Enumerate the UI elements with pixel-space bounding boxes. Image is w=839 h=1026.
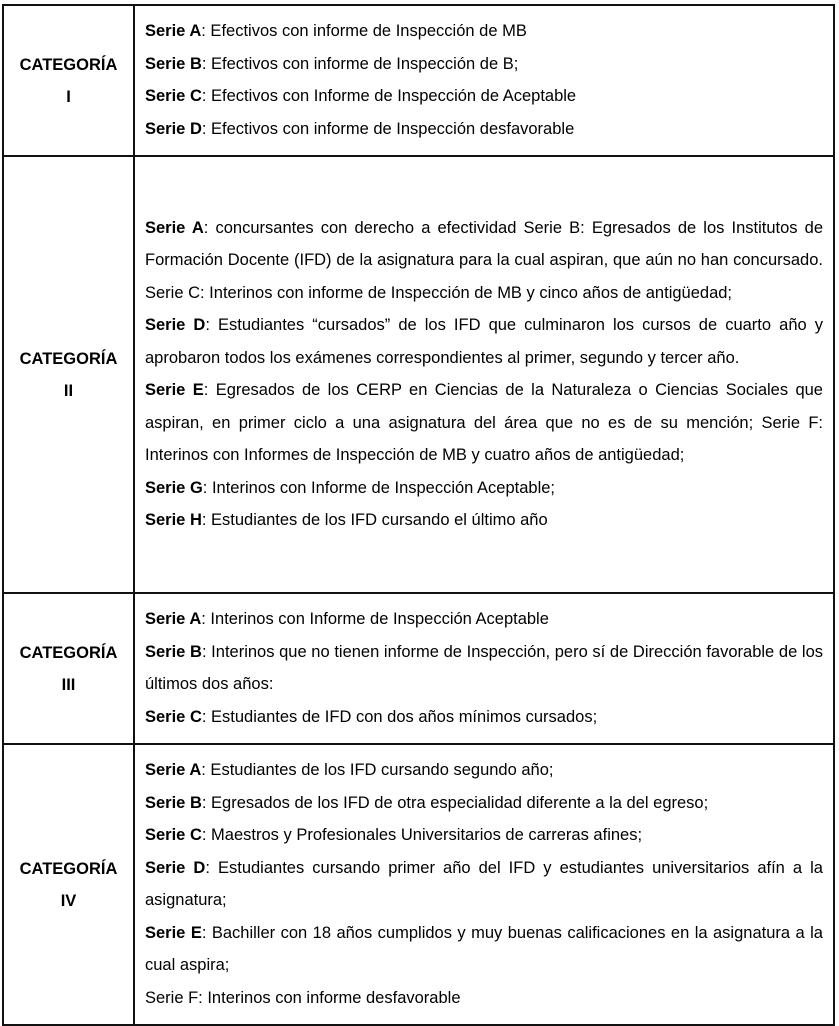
category-row (3, 156, 834, 593)
series-label: Serie B (145, 642, 202, 661)
series-label: Serie D (145, 316, 206, 334)
series-label: Serie A (145, 761, 202, 779)
series-label: Serie A (145, 610, 202, 628)
series-line (145, 374, 823, 472)
series-line (145, 48, 823, 81)
category-roman: III (61, 675, 76, 694)
category-roman: I (66, 87, 71, 106)
category-roman: IV (60, 891, 77, 910)
series-text: : Estudiantes de los IFD cursando segundo año; (201, 761, 554, 779)
series-line (145, 701, 823, 734)
series-label: Serie C (145, 87, 202, 105)
series-label: Serie D (145, 119, 202, 138)
series-text: : Interinos con Informe de Inspección Aceptable (201, 610, 549, 628)
series-line (145, 504, 823, 537)
series-text: : Efectivos con informe de Inspección de MB (201, 22, 527, 40)
series-line (145, 80, 823, 113)
category-cell (3, 156, 134, 593)
series-label: Serie A (145, 218, 204, 237)
category-title: CATEGORÍA (19, 349, 118, 368)
category-cell (3, 593, 134, 744)
series-line (145, 212, 823, 310)
series-text: : Egresados de los CERP en Ciencias de la Naturaleza o Ciencias Sociales que aspiran, en primer ciclo a una asignatura del área que no es de su mención; Serie F: Interinos con Informes de Inspección de MB y cuatro años de antigüedad; (145, 381, 823, 464)
category-row (3, 593, 834, 744)
category-cell (3, 744, 134, 1025)
series-label: Serie C (145, 707, 202, 726)
series-text: : Estudiantes de IFD con dos años mínimos cursados; (201, 707, 598, 726)
series-line (145, 917, 823, 982)
series-text: : concursantes con derecho a efectividad Serie B: Egresados de los Institutos de Formación Docente (IFD) de la asignatura para la cual aspiran, que aún no han concursado. Serie C: Interinos con informe de Inspección de MB y cinco años de antigüedad; (145, 218, 824, 302)
series-text: : Estudiantes de los IFD cursando el último año (201, 511, 548, 529)
series-text: : Interinos con Informe de Inspección Aceptable; (202, 478, 556, 497)
series-label: Serie G (145, 478, 203, 497)
series-text: : Interinos que no tienen informe de Inspección, pero sí de Dirección favorable de los últimos dos años: (145, 642, 823, 693)
series-line (145, 852, 823, 917)
category-row (3, 744, 834, 1025)
series-text: : Estudiantes “cursados” de los IFD que culminaron los cursos de cuarto año y aprobaron todos los exámenes correspondientes al primer, segundo y tercer año. (145, 316, 823, 367)
series-label: Serie D (145, 858, 206, 877)
category-cell (3, 5, 134, 156)
series-text: : Efectivos con informe de Inspección de B; (201, 54, 519, 73)
series-line (145, 819, 823, 852)
series-line (145, 636, 823, 701)
series-label: Serie C (145, 826, 202, 844)
series-text: : Egresados de los IFD de otra especialidad diferente a la del egreso; (201, 793, 709, 812)
series-line (145, 309, 823, 374)
category-title: CATEGORÍA (19, 859, 118, 878)
series-cell (134, 744, 834, 1025)
series-cell (134, 5, 834, 156)
series-line (145, 754, 823, 787)
categories-table (2, 4, 835, 1026)
series-line (145, 787, 823, 820)
category-row (3, 5, 834, 156)
series-line (145, 982, 823, 1015)
series-label: Serie E (145, 381, 204, 399)
series-line (145, 113, 823, 146)
series-line (145, 603, 823, 636)
series-cell (134, 156, 834, 593)
series-label: Serie A (145, 22, 202, 40)
series-label: Serie B (145, 793, 202, 812)
category-roman: II (63, 381, 74, 400)
series-label: Serie E (145, 923, 202, 942)
series-line (145, 472, 823, 505)
series-label: Serie H (145, 511, 202, 529)
series-cell (134, 593, 834, 744)
series-text: : Maestros y Profesionales Universitarios de carreras afines; (201, 826, 643, 844)
category-title: CATEGORÍA (19, 643, 118, 662)
series-text: : Efectivos con informe de Inspección desfavorable (201, 119, 575, 138)
series-line (145, 15, 823, 48)
series-text: : Estudiantes cursando primer año del IFD y estudiantes universitarios afín a la asignatura; (145, 858, 823, 909)
series-text: : Bachiller con 18 años cumplidos y muy buenas calificaciones en la asignatura a la cual aspira; (145, 923, 823, 974)
series-text: : Efectivos con Informe de Inspección de Aceptable (201, 87, 577, 105)
category-title: CATEGORÍA (19, 55, 118, 74)
series-label: Serie B (145, 54, 202, 73)
series-text: Serie F: Interinos con informe desfavorable (145, 988, 461, 1007)
